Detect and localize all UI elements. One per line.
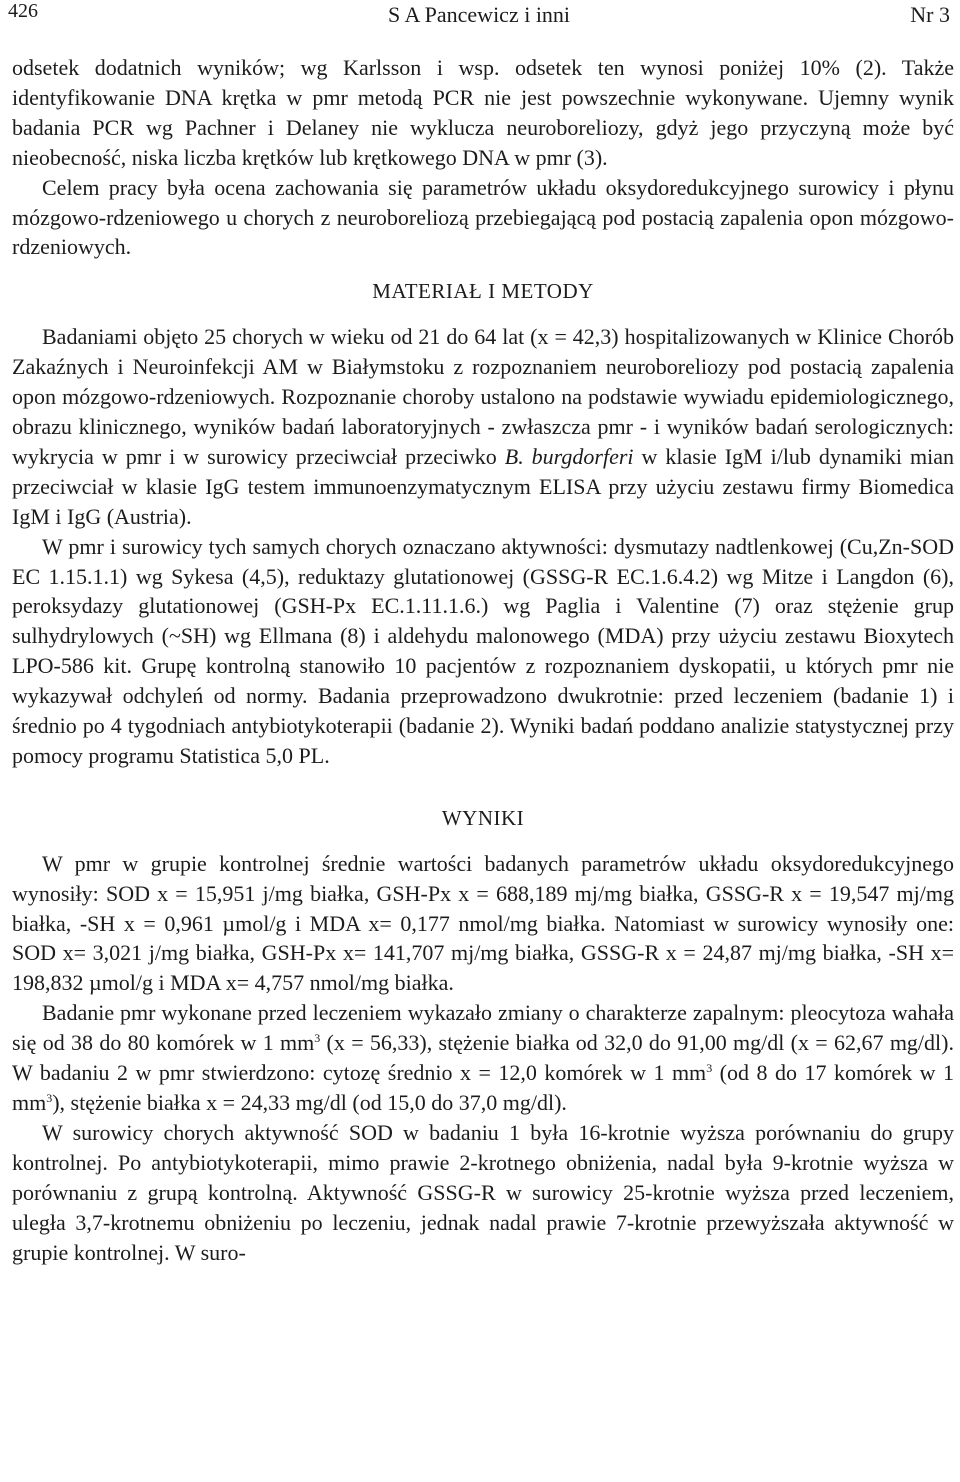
methods-paragraph-1 — [12, 322, 954, 531]
superscript-3: 3 — [706, 1061, 713, 1076]
species-name: B. burgdorferi — [504, 443, 634, 469]
running-title: S A Pancewicz i inni — [387, 2, 571, 27]
results-text-2b: (x = 56,33), stężenie białka od 32,0 do 91,00 mg/dl (x = 62,67 mg/dl). W badaniu 2 w pmr stwierdzono: cytozę średnio x = 12,0 komórek w 1 mm — [12, 1030, 954, 1086]
superscript-3: 3 — [314, 1031, 321, 1046]
superscript-3: 3 — [46, 1091, 53, 1105]
results-text-2d: ), stężenie białka x = 24,33 mg/dl (od 15,0 do 37,0 mg/dl). — [52, 1090, 567, 1115]
results-text-2c: (od 8 do 17 komórek w 1 mm — [12, 1060, 955, 1115]
methods-text-1a: Badaniami objęto 25 chorych w wieku od 21 do 64 lat (x = 42,3) hospitalizowanych w Klinice Chorób Zakaźnych i Neuroinfekcji AM w Białymstoku z rozpoznaniem neuroboreliozy pod postacią zapalenia opon mózgowo-rdzeniowych. Rozpoznanie choroby ustalono na podstawie wywiadu epidemiologicznego, obrazu klinicznego, wyników badań laboratoryjnych - zwłaszcza pmr - i wyników badań serologicznych: wykrycia w pmr i w surowicy przeciwciał przeciwko — [12, 324, 954, 469]
results-paragraph-3: W surowicy chorych aktywność SOD w badaniu 1 była 16-krotnie wyższa porównaniu do grupy kontrolnej. Po antybiotykoterapii, mimo prawie 2-krotnego obniżenia, nadal była 9-krotnie wyższa w porównaniu z grupą kontrolną. Aktywność GSSG-R w surowicy 25-krotnie wyższa przed leczeniem, uległa 3,7-krotnemu obniżeniu po leczeniu, jednak nadal prawie 7-krotnie przewyższała aktywność w grupie kontrolnej. W suro- — [12, 1119, 954, 1265]
results-paragraph-2 — [12, 998, 954, 1118]
intro-paragraph-2: Celem pracy była ocena zachowania się parametrów układu oksydoredukcyjnego surowicy i płynu mózgowo-rdzeniowego u chorych z neuroboreliozą przebiegającą pod postacią zapalenia opon mózgowo-rdzeniowych. — [12, 174, 954, 260]
results-text-2a: Badanie pmr wykonane przed leczeniem wykazało zmiany o charakterze zapalnym: pleocytoza wahała się od 38 do 80 komórek w 1 mm — [12, 1000, 954, 1056]
methods-paragraph-2: W pmr i surowicy tych samych chorych oznaczano aktywności: dysmutazy nadtlenkowej (Cu,Zn-SOD EC 1.15.1.1) wg Sykesa (4,5), reduktazy glutationowej (GSSG-R EC.1.6.4.2) wg Mitze i Langdon (6), peroksydazy glutationowej (GSH-Px EC.1.11.1.6.) wg Paglia i Valentine (7) oraz stężenie grup sulhydrylowych (~SH) wg Ellmana (8) i aldehydu malonowego (MDA) przy użyciu zestawu Bioxytech LPO-586 kit. Grupę kontrolną stanowiło 10 pacjentów z rozpoznaniem dyskopatii, u których pmr nie wykazywał odchyleń od normy. Badania przeprowadzono dwukrotnie: przed leczeniem (badanie 1) i średnio po 4 tygodniach antybiotykoterapii (badanie 2). Wyniki badań poddano analizie statystycznej przy pomocy programu Statistica 5,0 PL. — [12, 533, 954, 768]
article-body — [12, 53, 954, 1267]
section-heading-results: WYNIKI — [441, 805, 525, 830]
page-number: 426 — [8, 0, 38, 22]
results-paragraph-1: W pmr w grupie kontrolnej średnie wartości badanych parametrów układu oksydoredukcyjnego wynosiły: SOD x = 15,951 j/mg białka, GSH-Px x = 688,189 mj/mg białka, GSSG-R x = 19,547 mj/mg białka, -SH x = 0,961 µmol/g i MDA x= 0,177 nmol/mg białka. Natomiast w surowicy wynosiły one: SOD x= 3,021 j/mg białka, GSH-Px x= 141,707 mj/mg białka, GSSG-R x = 24,87 mj/mg białka, -SH x= 198,832 µmol/g i MDA x= 4,757 nmol/mg białka. — [12, 850, 954, 996]
intro-paragraph-1: odsetek dodatnich wyników; wg Karlsson i wsp. odsetek ten wynosi poniżej 10% (2). Także identyfikowanie DNA krętka w pmr metodą PCR nie jest powszechnie wykonywane. Ujemny wynik badania PCR wg Pachner i Delaney nie wyklucza neuroboreliozy, gdyż jego przyczyną może być nieobecność, niska liczba krętków lub krętkowego DNA w pmr (3). — [12, 55, 954, 170]
section-heading-methods: MATERIAŁ I METODY — [372, 279, 594, 304]
running-header — [8, 0, 950, 30]
issue-number: Nr 3 — [910, 2, 950, 27]
methods-text-1b: w klasie IgM i/lub dynamiki mian przeciwciał w klasie IgG testem immunoenzymatycznym ELISA przy użyciu zestawu firmy Biomedica IgM i IgG (Austria). — [12, 443, 955, 529]
